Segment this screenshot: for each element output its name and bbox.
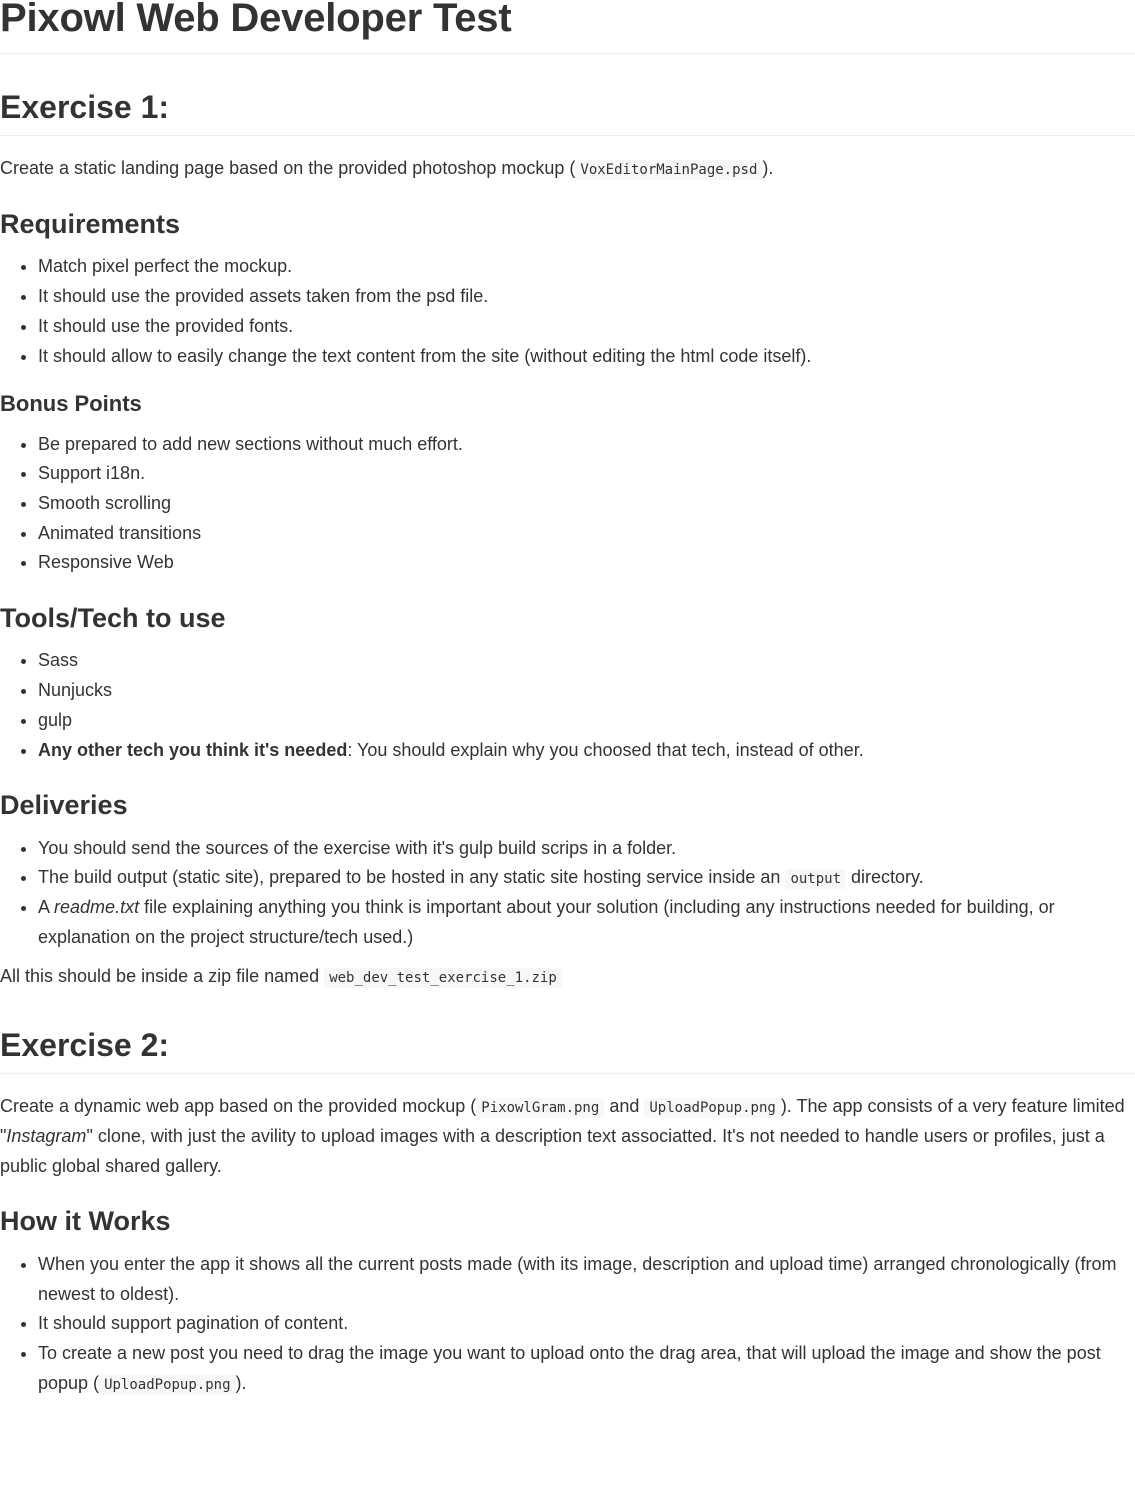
how-it-works-list xyxy=(0,1250,1135,1398)
how-it-works-heading: How it Works xyxy=(0,1206,171,1237)
output-dir-code: output xyxy=(785,869,846,889)
list-item: • Be prepared to add new sections without much effort. xyxy=(38,430,1135,460)
list-item: • Support i18n. xyxy=(38,459,1135,489)
intro-text-after: ). xyxy=(762,158,774,179)
uploadpopup-filename-code: UploadPopup.png xyxy=(99,1375,235,1395)
exercise-1-intro xyxy=(0,154,1135,184)
intro-text-and: and xyxy=(609,1096,640,1117)
other-tech-text: : You should explain why you choosed that tech, instead of other. xyxy=(347,739,864,760)
exercise-2-intro xyxy=(0,1092,1135,1181)
tools-heading: Tools/Tech to use xyxy=(0,603,226,634)
list-item: • It should allow to easily change the text content from the site (without editing the html code itself). xyxy=(38,342,1135,372)
list-item: • You should send the sources of the exercise with it's gulp build scrips in a folder. xyxy=(38,834,1135,864)
how-text-after: ). xyxy=(235,1372,247,1393)
delivery-text-before: The build output (static site), prepared to be hosted in any static site hosting service inside an xyxy=(38,867,781,888)
delivery-text-after: directory. xyxy=(851,867,924,888)
bonus-points-list xyxy=(0,430,1135,578)
uploadpopup-filename-code: UploadPopup.png xyxy=(644,1098,780,1118)
list-item: • Animated transitions xyxy=(38,519,1135,549)
intro-text-part3: " clone, with just the avility to upload images with a description text associatted. It's not needed to handle users or profiles, just a public global shared gallery. xyxy=(0,1126,1105,1176)
intro-text-part1: Create a dynamic web app based on the provided mockup ( xyxy=(0,1096,477,1117)
list-item: • gulp xyxy=(38,706,1135,736)
list-item: • It should support pagination of content. xyxy=(38,1309,1135,1339)
requirements-list xyxy=(0,252,1135,371)
psd-filename-code: VoxEditorMainPage.psd xyxy=(575,160,762,180)
zip-filename-code: web_dev_test_exercise_1.zip xyxy=(324,968,562,988)
list-item xyxy=(38,893,1135,952)
pixowlgram-filename-code: PixowlGram.png xyxy=(476,1098,604,1118)
intro-text-part2: ). The app consists of a very feature limited " xyxy=(0,1096,1125,1147)
list-item: • Responsive Web xyxy=(38,548,1135,578)
list-item: • Smooth scrolling xyxy=(38,489,1135,519)
exercise-2-heading: Exercise 2: xyxy=(0,1026,1135,1074)
list-item xyxy=(38,863,1135,893)
delivery-text-after: file explaining anything you think is important about your solution (including any instructions needed for building, or explanation on the project structure/tech used.) xyxy=(38,896,1055,947)
list-item: • When you enter the app it shows all the current posts made (with its image, description and upload time) arranged chronologically (from newest to oldest). xyxy=(38,1250,1135,1309)
intro-text-before: Create a static landing page based on the provided photoshop mockup ( xyxy=(0,158,576,179)
bonus-points-heading: Bonus Points xyxy=(0,391,142,417)
deliveries-heading: Deliveries xyxy=(0,790,128,821)
list-item: • Nunjucks xyxy=(38,676,1135,706)
list-item: • It should use the provided fonts. xyxy=(38,312,1135,342)
list-item: • Sass xyxy=(38,646,1135,676)
tools-list xyxy=(0,646,1135,765)
list-item: • It should use the provided assets taken from the psd file. xyxy=(38,282,1135,312)
zip-text: All this should be inside a zip file named xyxy=(0,966,320,987)
delivery-text-before: A xyxy=(38,896,50,917)
requirements-heading: Requirements xyxy=(0,209,181,240)
readme-filename: readme.txt xyxy=(54,896,140,917)
list-item: • Match pixel perfect the mockup. xyxy=(38,252,1135,282)
list-item xyxy=(38,1339,1135,1398)
how-text-before: To create a new post you need to drag the image you want to upload onto the drag area, that will upload the image and show the post popup ( xyxy=(38,1342,1101,1393)
zip-instruction xyxy=(0,962,1135,992)
list-item xyxy=(38,736,1135,766)
exercise-1-heading: Exercise 1: xyxy=(0,88,1135,136)
other-tech-bold: Any other tech you think it's needed xyxy=(38,739,348,760)
deliveries-list xyxy=(0,834,1135,953)
page-title: Pixowl Web Developer Test xyxy=(0,0,1135,54)
instagram-em: Instagram xyxy=(6,1126,87,1147)
